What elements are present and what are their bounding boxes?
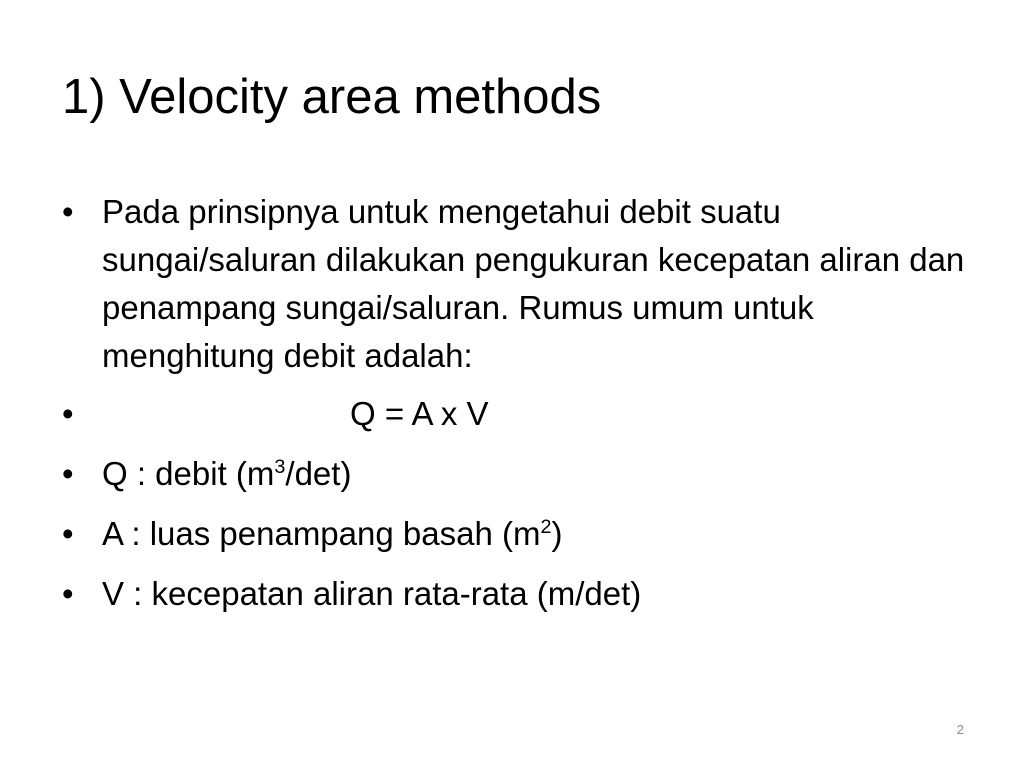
bullet-item-formula (62, 390, 972, 438)
bullet-item-q (62, 450, 972, 498)
superscript-3: 3 (274, 456, 286, 478)
bullet-item-v (62, 570, 972, 618)
bullet-text: Pada prinsipnya untuk mengetahui debit suatu sungai/saluran dilakukan pengukuran kecepatan aliran dan penampang sungai/saluran. Rumus umum untuk menghitung debit adalah: (102, 193, 965, 374)
superscript-2: 2 (540, 516, 552, 538)
bullet-icon: • (62, 515, 74, 552)
bullet-icon: • (62, 193, 74, 230)
formula-text: Q = A x V (350, 395, 489, 432)
page-number: 2 (956, 722, 964, 737)
bullet-list (62, 188, 972, 630)
bullet-icon: • (62, 575, 74, 612)
a-definition: A : luas penampang basah $(m^2)$ (102, 515, 563, 552)
q-definition: Q : debit $(m^3/\det)$ (102, 455, 352, 492)
slide-title: 1) Velocity area methods (62, 70, 602, 124)
bullet-item-a (62, 510, 972, 558)
bullet-icon: • (62, 395, 74, 432)
bullet-icon: • (62, 455, 74, 492)
v-definition: V : kecepatan aliran rata-rata (m/det) (102, 575, 642, 612)
bullet-item-intro (62, 188, 972, 380)
